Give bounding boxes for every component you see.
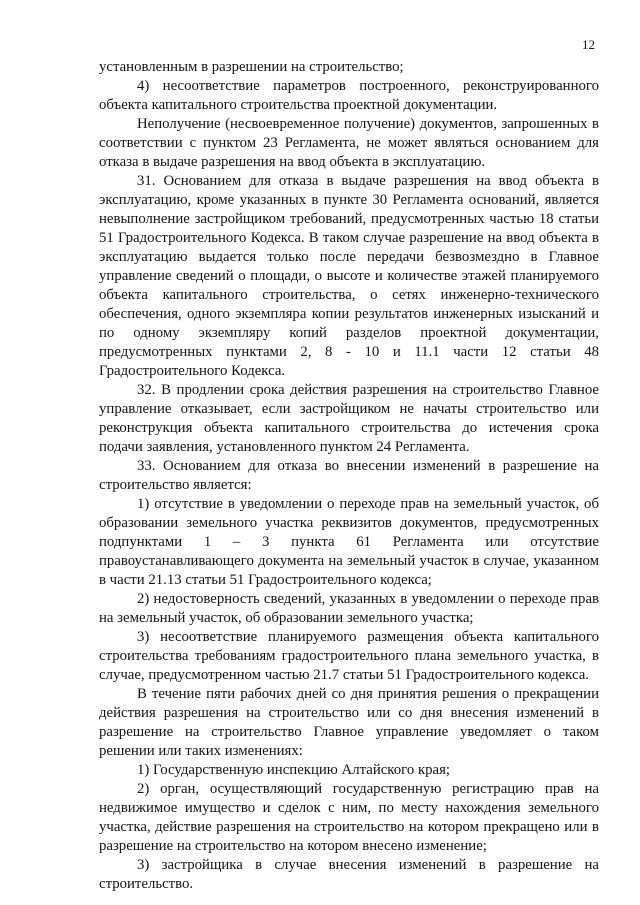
paragraph: 4) несоответствие параметров построенного, реконструированного объекта капитального строительства проектной документации. [99, 78, 599, 113]
document-body [99, 58, 599, 894]
paragraph: установленным в разрешении на строительство; [99, 59, 404, 75]
paragraph: В течение пяти рабочих дней со дня принятия решения о прекращении действия разрешения на строительство или со дня внесения изменений в разрешение на строительство Главное управление уведомляет о таком решении или таких изменениях: [99, 686, 599, 759]
paragraph: 33. Основанием для отказа во внесении изменений в разрешение на строительство является: [99, 458, 599, 493]
paragraph: 2) орган, осуществляющий государственную регистрацию прав на недвижимое имущество и сделок с ним, по месту нахождения земельного участка, действие разрешения на строительство на котором прекращено или в разрешение на строительство на котором внесено изменение; [99, 781, 599, 854]
paragraph: Неполучение (несвоевременное получение) документов, запрошенных в соответствии с пунктом 23 Регламента, не может являться основанием для отказа в выдаче разрешения на ввод объекта в эксплуатацию. [99, 116, 599, 170]
paragraph: 1) Государственную инспекцию Алтайского края; [137, 762, 451, 778]
paragraph: 2) недостоверность сведений, указанных в уведомлении о переходе прав на земельный участок, об образовании земельного участка; [99, 591, 599, 626]
paragraph: 1) отсутствие в уведомлении о переходе прав на земельный участок, об образовании земельного участка реквизитов документов, предусмотренных подпунктами 1 – 3 пункта 61 Регламента или отсутствие правоустанавливающего документа на земельный участок в случае, указанном в части 21.13 статьи 51 Градостроительного кодекса; [99, 496, 599, 588]
page-number: 12 [582, 37, 595, 52]
paragraph: 31. Основанием для отказа в выдаче разрешения на ввод объекта в эксплуатацию, кроме указанных в пункте 30 Регламента оснований, является невыполнение застройщиком требований, предусмотренных частью 18 статьи 51 Градостроительного Кодекса. В таком случае разрешение на ввод объекта в эксплуатацию выдается только после передачи безвозмездно в Главное управление сведений о площади, о высоте и количестве этажей планируемого объекта капитального строительства, о сетях инженерно-технического обеспечения, одного экземпляра копии результатов инженерных изысканий и по одному экземпляру копий разделов проектной документации, предусмотренных пунктами 2, 8 - 10 и 11.1 части 12 статьи 48 Градостроительного Кодекса. [99, 173, 599, 379]
paragraph: 3) несоответствие планируемого размещения объекта капитального строительства требованиям градостроительного плана земельного участка, в случае, предусмотренном частью 21.7 статьи 51 Градостроительного кодекса. [99, 629, 599, 683]
paragraph: 3) застройщика в случае внесения изменений в разрешение на строительство. [99, 857, 599, 892]
paragraph: 32. В продлении срока действия разрешения на строительство Главное управление отказывает, если застройщиком не начаты строительство или реконструкция объекта капитального строительства до истечения срока подачи заявления, установленного пунктом 24 Регламента. [99, 382, 599, 455]
